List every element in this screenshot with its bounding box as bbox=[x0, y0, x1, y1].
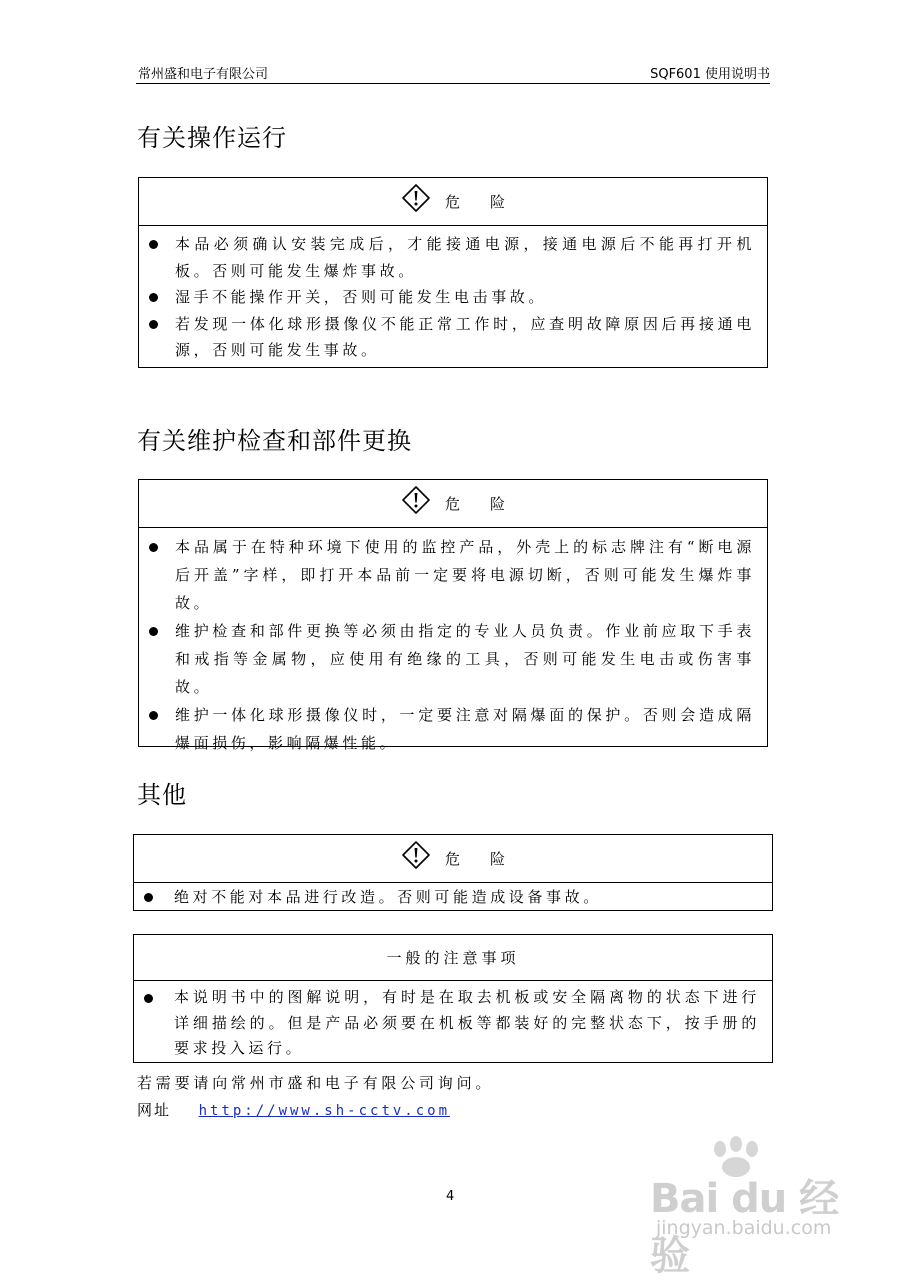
section-title-maintenance: 有关维护检查和部件更换 bbox=[137, 427, 412, 455]
danger-box-header bbox=[134, 835, 772, 883]
section-title-other: 其他 bbox=[137, 781, 187, 809]
bullet-icon bbox=[149, 240, 158, 249]
list-item: 绝对不能对本品进行改造。否则可能造成设备事故。 bbox=[134, 884, 772, 911]
section-title-operation: 有关操作运行 bbox=[137, 124, 287, 152]
baidu-watermark bbox=[640, 1135, 870, 1279]
warning-icon bbox=[401, 183, 431, 213]
watermark-url: jingyan.baidu.com bbox=[656, 1217, 832, 1239]
danger-box-header bbox=[139, 178, 767, 226]
danger-list bbox=[134, 883, 772, 911]
general-notes-list bbox=[134, 981, 772, 1062]
watermark-brand: Bai du 经验 bbox=[650, 1176, 839, 1279]
list-item: 维护检查和部件更换等必须由指定的专业人员负责。作业前应取下手表和戒指等金属物，应使用有绝缘的工具，否则可能发生电击或伤害事故。 bbox=[139, 617, 767, 701]
contact-line: 若需要请向常州市盛和电子有限公司询问。 bbox=[137, 1074, 495, 1092]
header-divider bbox=[136, 83, 770, 84]
list-item: 若发现一体化球形摄像仪不能正常工作时，应查明故障原因后再接通电源，否则可能发生事故。 bbox=[139, 311, 767, 364]
general-notes-label: 一般的注意事项 bbox=[386, 949, 520, 967]
warning-icon bbox=[401, 485, 431, 515]
list-item: 维护一体化球形摄像仪时，一定要注意对隔爆面的保护。否则会造成隔爆面损伤，影响隔爆性能。 bbox=[139, 701, 767, 757]
header-company: 常州盛和电子有限公司 bbox=[138, 67, 269, 82]
bullet-icon bbox=[149, 711, 158, 720]
bullet-icon bbox=[144, 994, 153, 1003]
bullet-icon bbox=[149, 293, 158, 302]
general-notes-box bbox=[133, 934, 773, 1063]
danger-box-other bbox=[133, 834, 773, 911]
list-item: 本说明书中的图解说明，有时是在取去机板或安全隔离物的状态下进行详细描绘的。但是产品必须要在机板等都装好的完整状态下，按手册的要求投入运行。 bbox=[134, 985, 772, 1062]
page-number: 4 bbox=[446, 1189, 455, 1204]
website-link[interactable]: http://www.sh-cctv.com bbox=[198, 1103, 451, 1119]
danger-box-maintenance bbox=[138, 479, 768, 752]
danger-label: 危 险 bbox=[444, 850, 506, 868]
header-doc-title: SQF601 使用说明书 bbox=[650, 67, 770, 82]
bullet-icon bbox=[149, 627, 158, 636]
contact-url-row bbox=[137, 1099, 450, 1120]
general-notes-header bbox=[134, 935, 772, 981]
list-item: 本品属于在特种环境下使用的监控产品，外壳上的标志牌注有“断电源后开盖”字样，即打开本品前一定要将电源切断，否则可能发生爆炸事故。 bbox=[139, 533, 767, 617]
danger-list bbox=[139, 528, 767, 757]
bullet-icon bbox=[149, 320, 158, 329]
warning-icon bbox=[401, 840, 431, 870]
danger-box-header bbox=[139, 480, 767, 528]
list-item: 湿手不能操作开关，否则可能发生电击事故。 bbox=[139, 284, 767, 311]
list-item: 本品必须确认安装完成后，才能接通电源，接通电源后不能再打开机板。否则可能发生爆炸事故。 bbox=[139, 231, 767, 284]
danger-label: 危 险 bbox=[444, 495, 506, 513]
bullet-icon bbox=[144, 893, 153, 902]
url-label: 网址 bbox=[137, 1101, 172, 1119]
danger-box-operation bbox=[138, 177, 768, 368]
bullet-icon bbox=[149, 543, 158, 552]
danger-list bbox=[139, 226, 767, 364]
danger-label: 危 险 bbox=[444, 193, 506, 211]
